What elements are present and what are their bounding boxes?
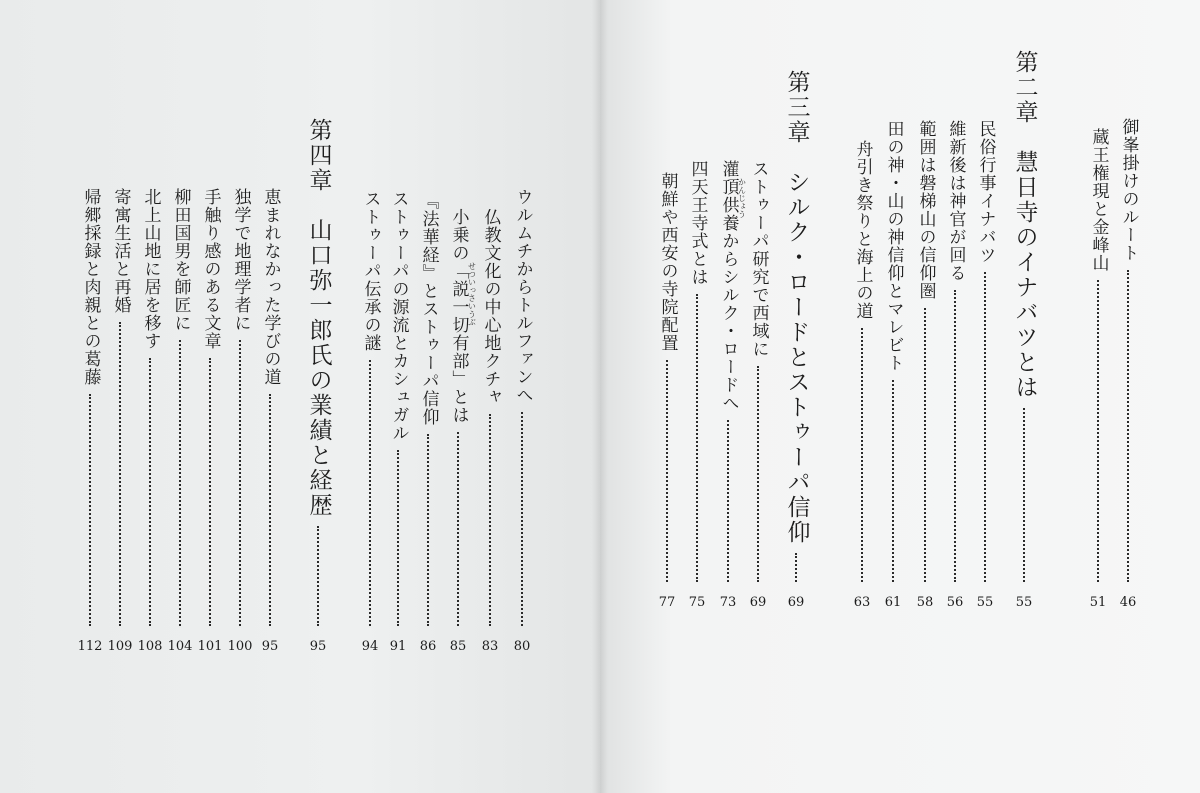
page-number: 108: [137, 639, 163, 654]
right-page: [600, 0, 1200, 793]
page-number: 51: [1089, 595, 1107, 610]
page-number: 63: [853, 595, 871, 610]
chapter-title: 第三章 シルク・ロードとストゥーパ信仰: [783, 70, 810, 545]
entry-title: ストゥーパの源流とカシュガル: [388, 190, 409, 442]
furigana-reading: かんじょう: [737, 178, 747, 218]
entry-title: 蔵王権現と金峰山: [1088, 128, 1109, 272]
entry-title: 北上山地に居を移す: [140, 188, 161, 350]
leader-dots: [696, 294, 700, 582]
entry-title: 舟引き祭りと海上の道: [852, 140, 873, 320]
leader-dots: [179, 340, 183, 626]
page-number: 55: [1015, 595, 1033, 610]
page-number: 86: [419, 639, 437, 654]
leader-dots: [1097, 280, 1101, 582]
page-number: 95: [309, 639, 327, 654]
book-gutter: [592, 0, 608, 793]
leader-dots: [149, 358, 153, 626]
entry-title: ストゥーパ伝承の謎: [360, 190, 381, 352]
leader-dots: [666, 360, 670, 582]
leader-dots: [1023, 408, 1027, 582]
leader-dots: [209, 358, 213, 626]
leader-dots: [239, 340, 243, 626]
entry-title: 御峯掛けのルート: [1118, 118, 1139, 262]
page-number: 69: [749, 595, 767, 610]
leader-dots: [489, 414, 493, 626]
leader-dots: [269, 394, 273, 626]
entry-title: 独学で地理学者に: [230, 188, 251, 332]
leader-dots: [861, 328, 865, 582]
entry-title: 『法華経』とストゥーパ信仰: [418, 192, 439, 426]
entry-title: 四天王寺式とは: [687, 160, 708, 286]
page-number: 94: [361, 639, 379, 654]
leader-dots: [89, 394, 93, 626]
page-number: 91: [389, 639, 407, 654]
page-number: 112: [77, 639, 103, 654]
entry-title: 仏教文化の中心地クチャ: [480, 208, 501, 406]
entry-title: 灌頂供養からシルク・ロードへ: [718, 160, 739, 412]
entry-title: 維新後は神官が回る: [945, 120, 966, 282]
page-number: 46: [1119, 595, 1137, 610]
page-number: 100: [227, 639, 253, 654]
leader-dots: [727, 420, 731, 582]
page-number: 80: [513, 639, 531, 654]
page-number: 77: [658, 595, 676, 610]
entry-title: 恵まれなかった学びの道: [260, 188, 281, 386]
chapter-title: 第四章 山口弥一郎氏の業績と経歴: [305, 118, 332, 518]
page-number: 95: [261, 639, 279, 654]
page-number: 75: [688, 595, 706, 610]
entry-title: 小乗の「説一切有部」とは: [448, 208, 469, 424]
leader-dots: [757, 366, 761, 582]
leader-dots: [369, 360, 373, 626]
furigana-reading: せついっさいうぶ: [467, 262, 477, 326]
page-number: 69: [787, 595, 805, 610]
entry-title: 朝鮮や西安の寺院配置: [657, 172, 678, 352]
page-number: 101: [197, 639, 223, 654]
leader-dots: [924, 308, 928, 582]
leader-dots: [457, 432, 461, 626]
page-number: 104: [167, 639, 193, 654]
page-number: 58: [916, 595, 934, 610]
entry-title: ウルムチからトルファンへ: [512, 188, 533, 404]
leader-dots: [119, 322, 123, 626]
entry-title: 帰郷採録と肉親との葛藤: [80, 188, 101, 386]
page-number: 109: [107, 639, 133, 654]
leader-dots: [892, 380, 896, 582]
entry-title: 柳田国男を師匠に: [170, 188, 191, 332]
page-number: 55: [976, 595, 994, 610]
leader-dots: [317, 526, 321, 626]
page-number: 85: [449, 639, 467, 654]
leader-dots: [1127, 270, 1131, 582]
leader-dots: [795, 553, 799, 582]
entry-title: 田の神・山の神信仰とマレビト: [883, 120, 904, 372]
entry-title: 手触り感のある文章: [200, 188, 221, 350]
page-number: 83: [481, 639, 499, 654]
leader-dots: [521, 412, 525, 626]
entry-title: ストゥーパ研究で西域に: [748, 160, 769, 358]
entry-title: 範囲は磐梯山の信仰圏: [915, 120, 936, 300]
leader-dots: [954, 290, 958, 582]
page-number: 73: [719, 595, 737, 610]
entry-title: 民俗行事イナバツ: [975, 120, 996, 264]
chapter-title: 第二章 慧日寺のイナバツとは: [1011, 50, 1038, 400]
page-number: 61: [884, 595, 902, 610]
entry-title: 寄寓生活と再婚: [110, 188, 131, 314]
leader-dots: [427, 434, 431, 626]
leader-dots: [984, 272, 988, 582]
page-number: 56: [946, 595, 964, 610]
leader-dots: [397, 450, 401, 626]
